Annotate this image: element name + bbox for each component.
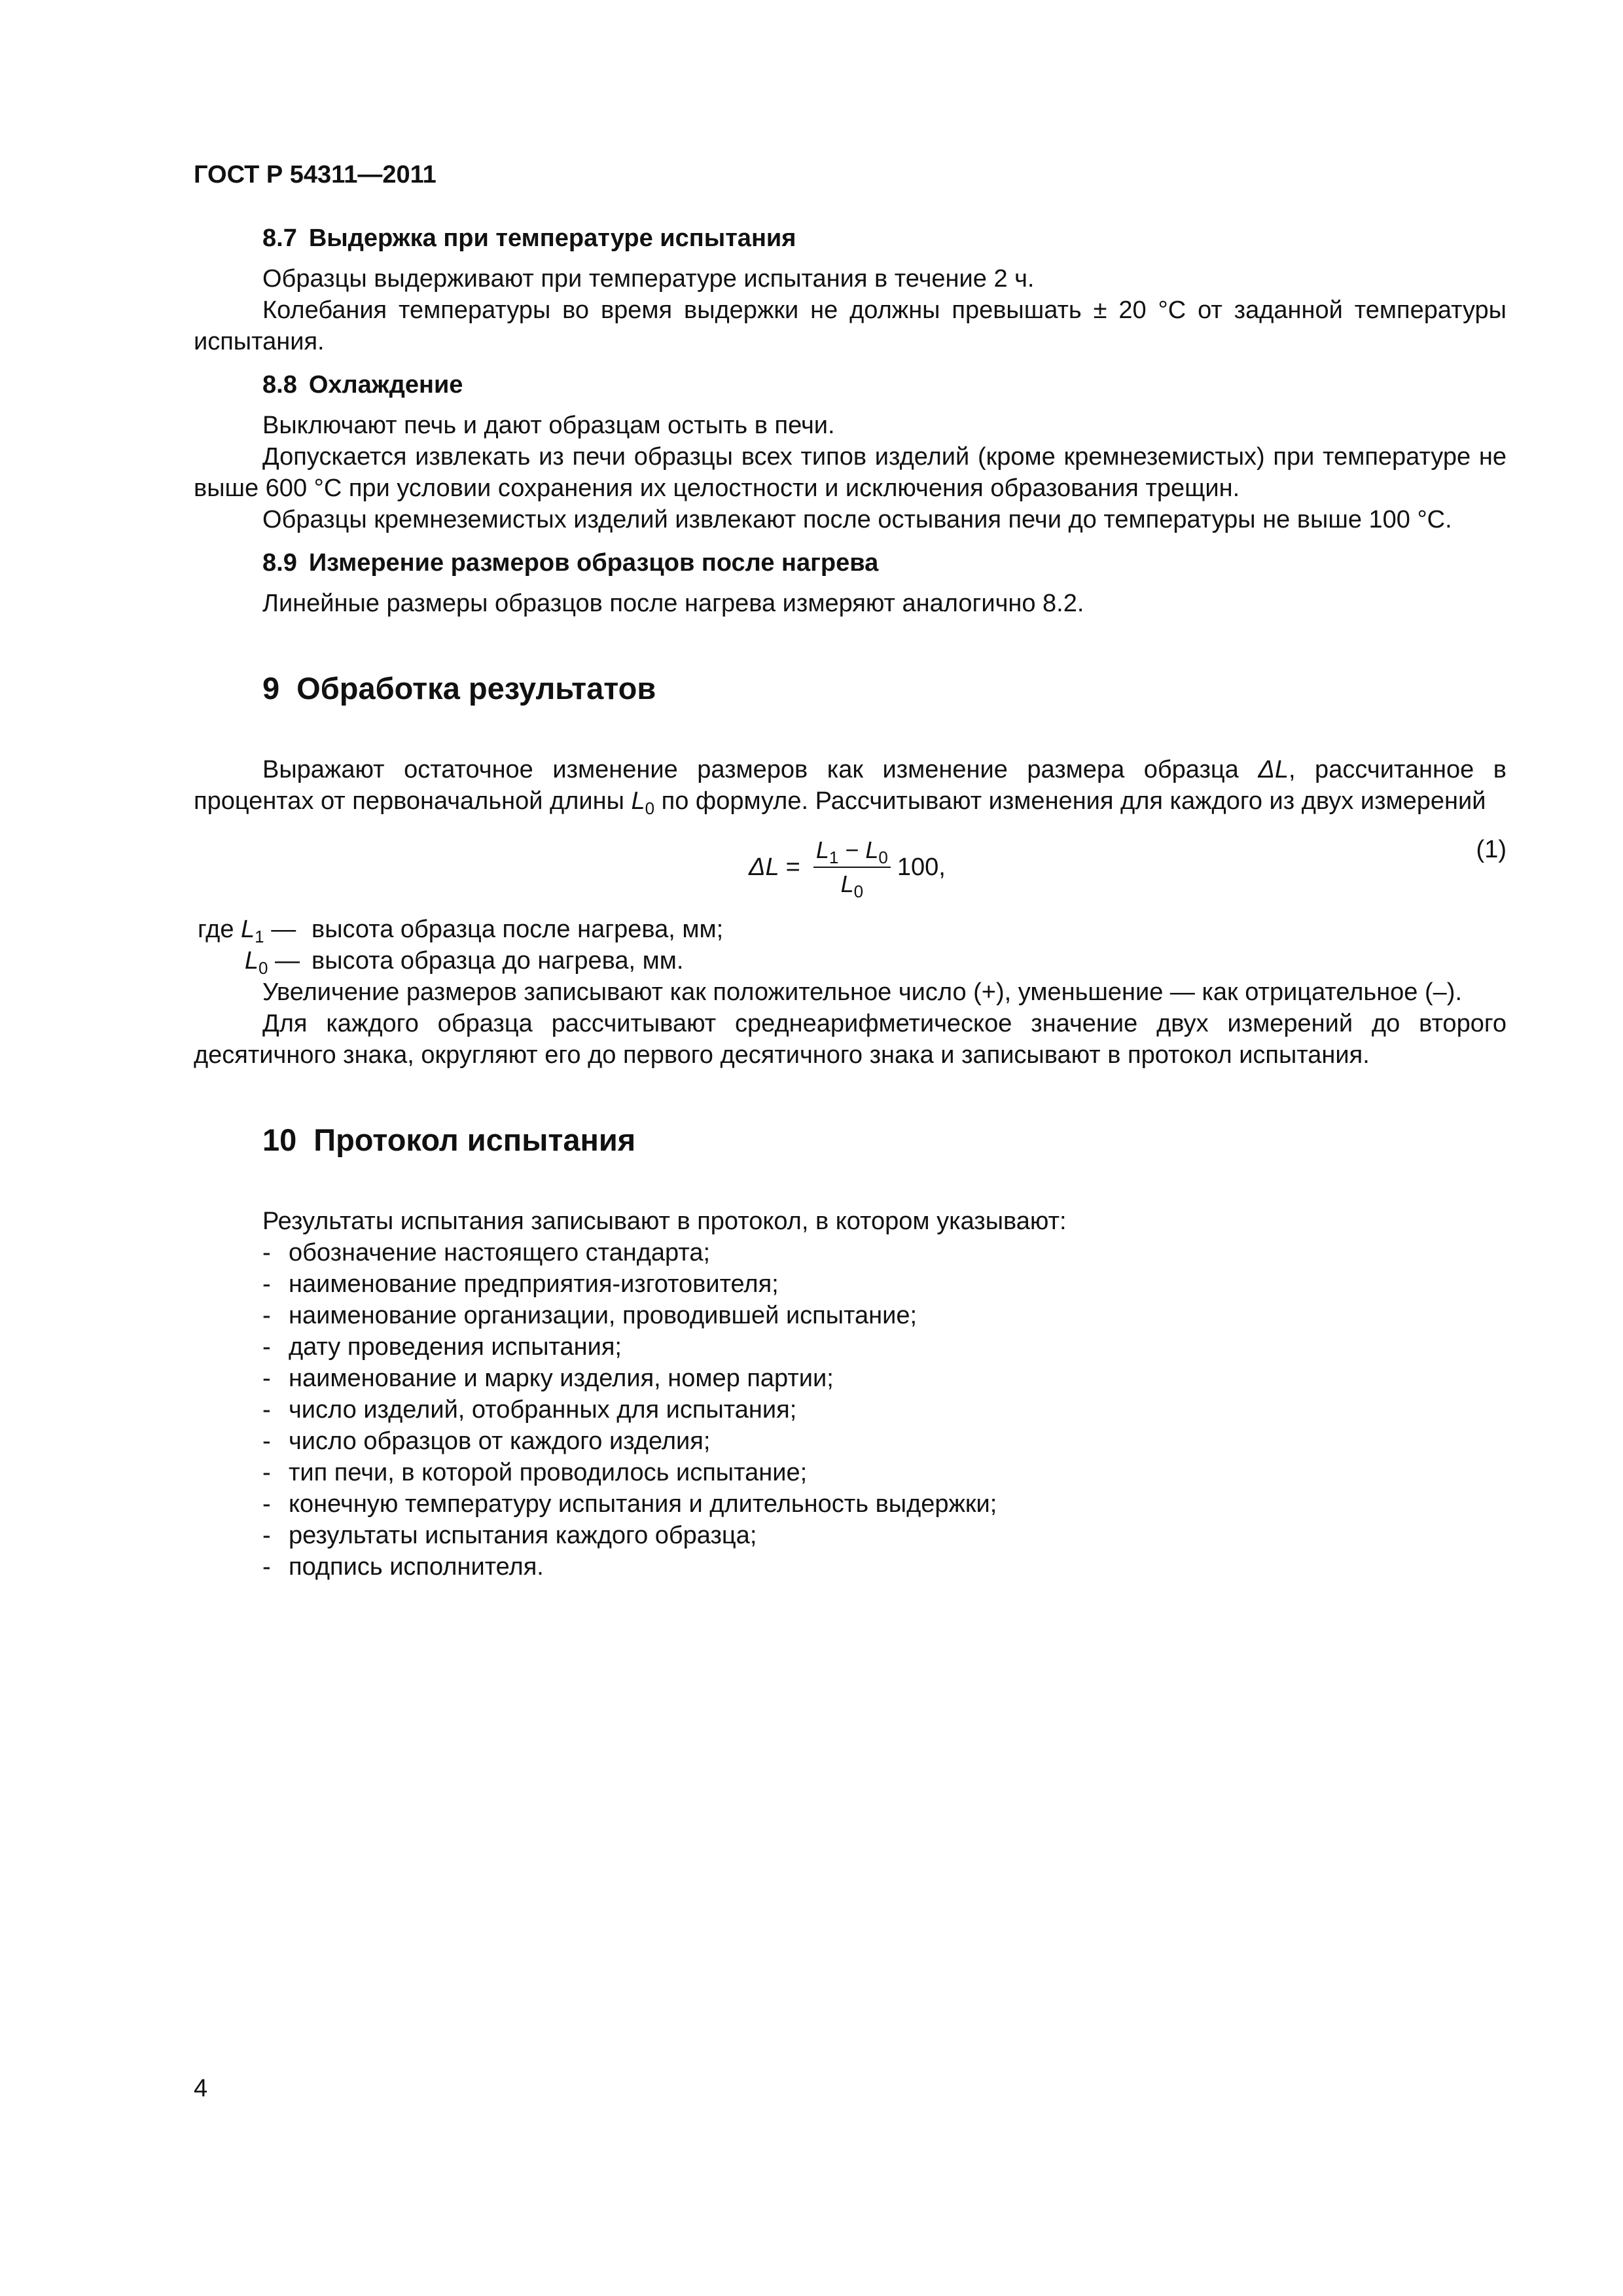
subscript: 0 bbox=[258, 958, 268, 978]
where-word: где bbox=[198, 916, 234, 943]
section-number: 10 bbox=[262, 1122, 297, 1157]
paragraph: Образцы выдерживают при температуре испытания в течение 2 ч. bbox=[262, 265, 1035, 293]
list-item-text: результаты испытания каждого образца; bbox=[289, 1522, 757, 1549]
symbol-definitions bbox=[194, 914, 1507, 977]
minus-sign: − bbox=[838, 836, 866, 863]
subscript: 0 bbox=[853, 882, 864, 901]
definition-text: высота образца до нагрева, мм. bbox=[312, 947, 684, 975]
denominator-l0: L bbox=[840, 870, 854, 897]
list-item bbox=[194, 1331, 1507, 1363]
paragraph: Увеличение размеров записывают как положительное число (+), уменьшение — как отрицательное (–). bbox=[262, 978, 1462, 1006]
list-item bbox=[194, 1363, 1507, 1394]
l-symbol: L bbox=[631, 787, 645, 815]
definition-symbol bbox=[194, 914, 312, 945]
list-item bbox=[194, 1426, 1507, 1457]
section-10-heading bbox=[262, 1122, 1507, 1158]
symbol: L bbox=[244, 947, 259, 975]
paragraph: Образцы кремнеземистых изделий извлекают после остывания печи до температуры не выше 100 °С. bbox=[262, 506, 1452, 533]
paragraph: Колебания температуры во время выдержки не должны превышать ± 20 °С от заданной температуры испытания. bbox=[194, 296, 1507, 355]
dash: — bbox=[271, 916, 296, 943]
section-number: 9 bbox=[262, 671, 280, 706]
section-title: Обработка результатов bbox=[296, 671, 656, 706]
list-item-text: конечную температуру испытания и длительность выдержки; bbox=[289, 1490, 997, 1518]
list-item-text: дату проведения испытания; bbox=[289, 1333, 622, 1361]
list-item bbox=[194, 1300, 1507, 1331]
list-item bbox=[194, 1237, 1507, 1268]
numerator-l0: L bbox=[865, 836, 879, 863]
formula-fraction bbox=[813, 835, 891, 899]
bullet-dash: - bbox=[262, 1490, 271, 1518]
formula-expression bbox=[749, 825, 946, 910]
formula-lhs: ΔL bbox=[749, 853, 779, 881]
list-item bbox=[194, 1551, 1507, 1583]
section-number: 8.8 bbox=[262, 371, 297, 399]
section-number: 8.9 bbox=[262, 549, 297, 577]
list-item bbox=[194, 1457, 1507, 1488]
list-item-text: число образцов от каждого изделия; bbox=[289, 1427, 711, 1455]
subscript: 1 bbox=[255, 927, 264, 946]
section-8-9-heading bbox=[194, 547, 1507, 579]
list-item-text: число изделий, отобранных для испытания; bbox=[289, 1396, 797, 1424]
section-9-heading bbox=[262, 670, 1507, 707]
list-item bbox=[194, 1520, 1507, 1551]
section-title: Охлаждение bbox=[308, 371, 463, 399]
list-item bbox=[194, 1268, 1507, 1300]
page-content bbox=[194, 223, 1507, 1583]
delta-l-symbol: ΔL bbox=[1258, 756, 1289, 783]
definition-text: высота образца после нагрева, мм; bbox=[312, 916, 724, 943]
paragraph: Результаты испытания записывают в протокол, в котором указывают: bbox=[262, 1208, 1067, 1235]
text-run: , рассчитанное в процентах от первоначальной длины bbox=[194, 756, 1507, 815]
list-item bbox=[194, 1488, 1507, 1520]
paragraph: Допускается извлекать из печи образцы всех типов изделий (кроме кремнеземистых) при температуре не выше 600 °С при условии сохранения их целостности и исключения образования трещин. bbox=[194, 443, 1507, 502]
list-item-text: обозначение настоящего стандарта; bbox=[289, 1239, 711, 1266]
bullet-dash: - bbox=[262, 1553, 271, 1581]
bullet-dash: - bbox=[262, 1270, 271, 1298]
bullet-dash: - bbox=[262, 1459, 271, 1486]
numerator-l1: L bbox=[815, 836, 829, 863]
section-title: Измерение размеров образцов после нагрева bbox=[308, 549, 879, 577]
document-header: ГОСТ Р 54311—2011 bbox=[194, 161, 437, 188]
list-item bbox=[194, 1394, 1507, 1426]
bullet-dash: - bbox=[262, 1365, 271, 1392]
bullet-dash: - bbox=[262, 1427, 271, 1455]
equation-number: (1) bbox=[1476, 836, 1507, 863]
section-title: Протокол испытания bbox=[313, 1122, 636, 1157]
bullet-dash: - bbox=[262, 1396, 271, 1424]
bullet-dash: - bbox=[262, 1333, 271, 1361]
text-run: по формуле. Рассчитывают изменения для каждого из двух измерений bbox=[654, 787, 1486, 815]
list-item-text: наименование предприятия-изготовителя; bbox=[289, 1270, 779, 1298]
definition-row bbox=[194, 945, 1507, 977]
page-number: 4 bbox=[194, 2075, 208, 2102]
section-title: Выдержка при температуре испытания bbox=[308, 224, 796, 252]
bullet-dash: - bbox=[262, 1302, 271, 1329]
symbol: L bbox=[241, 916, 255, 943]
formula-denominator bbox=[841, 868, 864, 899]
paragraph: Выключают печь и дают образцам остыть в печи. bbox=[262, 412, 835, 439]
protocol-items-list bbox=[194, 1237, 1507, 1583]
paragraph: Линейные размеры образцов после нагрева измеряют аналогично 8.2. bbox=[262, 590, 1084, 617]
bullet-dash: - bbox=[262, 1522, 271, 1549]
subscript: 1 bbox=[829, 848, 839, 867]
paragraph: Для каждого образца рассчитывают среднеарифметическое значение двух измерений до второго десятичного знака, округляют его до первого десятичного знака и записывают в протокол испытания. bbox=[194, 1010, 1507, 1069]
list-item-text: наименование организации, проводившей испытание; bbox=[289, 1302, 918, 1329]
list-item-text: подпись исполнителя. bbox=[289, 1553, 544, 1581]
dash: — bbox=[275, 947, 300, 975]
formula-1 bbox=[194, 825, 1507, 910]
definition-row bbox=[194, 914, 1507, 945]
subscript: 0 bbox=[645, 798, 655, 818]
bullet-dash: - bbox=[262, 1239, 271, 1266]
formula-numerator bbox=[813, 835, 891, 868]
list-item-text: тип печи, в которой проводилось испытание; bbox=[289, 1459, 808, 1486]
definition-symbol bbox=[194, 945, 312, 977]
section-8-8-heading bbox=[194, 369, 1507, 401]
section-number: 8.7 bbox=[262, 224, 297, 252]
section-8-7-heading bbox=[194, 223, 1507, 254]
formula-factor: 100, bbox=[897, 853, 946, 881]
list-item-text: наименование и марку изделия, номер партии; bbox=[289, 1365, 834, 1392]
formula-equals: = bbox=[785, 853, 800, 881]
subscript: 0 bbox=[878, 848, 888, 867]
text-run: Выражают остаточное изменение размеров как изменение размера образца bbox=[262, 756, 1258, 783]
paragraph bbox=[194, 754, 1507, 817]
